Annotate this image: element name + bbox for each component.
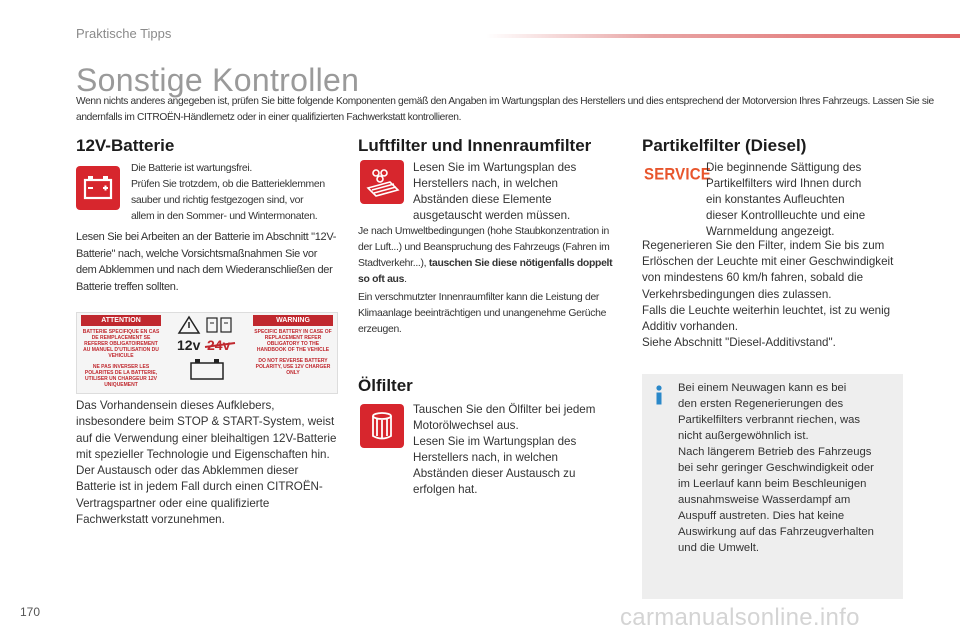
info-line-6: bei sehr geringer Geschwindigkeit oder [678, 462, 874, 474]
section-label: Praktische Tipps [76, 26, 172, 41]
info-line-10: Auswirkung auf das Fahrzeugverhalten [678, 526, 874, 538]
sticker-12v: 12v [177, 337, 201, 353]
info-line-11: und die Umwelt. [678, 542, 759, 554]
sticker-24v: 24v [207, 337, 231, 353]
oil-line-1: Tauschen Sie den Ölfilter bei jedem [413, 403, 596, 416]
sticker-warning-icon [177, 315, 237, 391]
sticker-left-text: BATTERIE SPECIFIQUE EN CAS DE REMPLACEMENT SE REFERER OBLIGATOIREMENT AU MANUEL D'UTILISATION DU VEHICULE [82, 329, 160, 359]
oil-line-3: Lesen Sie im Wartungsplan des [413, 435, 577, 448]
filter-line-2: Herstellers nach, in welchen [413, 177, 558, 190]
info-line-9: Auspuff austreten. Dies hat keine [678, 510, 845, 522]
filter-line-1: Lesen Sie im Wartungsplan des [413, 161, 577, 174]
info-line-1: Bei einem Neuwagen kann es bei [678, 382, 847, 394]
service-warning-icon: SERVICE [644, 165, 711, 184]
particle-line-1: Die beginnende Sättigung des [706, 161, 862, 174]
particle-line-3: ein konstantes Aufleuchten [706, 193, 845, 206]
air-filter-icon [360, 160, 404, 204]
filter-paragraph-1: Je nach Umweltbedingungen (hohe Staubkonzentration in der Luft...) und Beanspruchung des Fahrzeugs (Fahren im Stadtverkehr...), tauschen Sie diese nötigenfalls doppelt so oft aus. [358, 226, 613, 285]
particle-filter-heading: Partikelfilter (Diesel) [642, 136, 807, 155]
info-line-8: ausnahmsweise Wasserdampf am [678, 494, 851, 506]
filter-paragraph-2: Ein verschmutzter Innenraumfilter kann die Leistung der Klimaanlage beeinträchtigen und unangenehme Gerüche erzeugen. [358, 292, 607, 335]
info-line-5: Nach längerem Betrieb des Fahrzeugs [678, 446, 872, 458]
oil-line-4: Herstellers nach, in welchen [413, 451, 558, 464]
info-line-4: nicht außergewöhnlich ist. [678, 430, 809, 442]
battery-icon [76, 166, 120, 210]
particle-paragraphs [642, 238, 904, 351]
battery-line-2: Prüfen Sie trotzdem, ob die Batterieklemmen [131, 179, 325, 190]
particle-paragraph-1: Regenerieren Sie den Filter, indem Sie bis zum Erlöschen der Leuchte mit einer Geschwindigkeit von mindestens 60 km/h fahren, sobald die Verkehrsbedingungen dies zulassen. [642, 239, 894, 301]
battery-warning-sticker [76, 312, 338, 394]
info-line-3: Partikelfilters verbrannt riechen, was [678, 414, 861, 426]
sticker-attention-header: ATTENTION [81, 315, 161, 326]
battery-line-4: allem in den Sommer- und Wintermonaten. [131, 211, 318, 222]
battery-paragraph-1: Lesen Sie bei Arbeiten an der Batterie im Abschnitt "12V-Batterie" nach, welche Vorsichtsmaßnahmen Sie vor dem Abklemmen und nach dem Wiederanschließen der Batterie treffen sollten. [76, 231, 337, 293]
sticker-right-text: SPECIFIC BATTERY IN CASE OF REPLACEMENT REFER OBLIGATORY TO THE HANDBOOK OF THE VEHICLE [254, 329, 332, 353]
oil-line-6: erfolgen hat. [413, 483, 478, 496]
battery-paragraph-2: Das Vorhandensein dieses Aufklebers, insbesondere beim STOP & START-System, weist auf die Verwendung einer bleihaltigen 12V-Batterie mit spezieller Technologie und Eigenschaften hin. Der Austausch oder das Abklemmen dieser Batterie ist in jedem Fall durch einen CITROËN-Vertragspartner oder eine qualifizierte Fachwerkstatt vorzunehmen. [76, 399, 337, 527]
info-icon [652, 384, 666, 411]
sticker-left-text-2: NE PAS INVERSER LES POLARITES DE LA BATTERIE, UTILISER UN CHARGEUR 12V UNIQUEMENT [84, 364, 158, 388]
battery-heading: 12V-Batterie [76, 136, 175, 155]
info-box [642, 374, 903, 599]
sticker-symbols [177, 315, 237, 391]
filter-emphasis: tauschen Sie diese nötigenfalls doppelt so oft aus [358, 258, 613, 285]
info-line-7: im Leerlauf kann beim Beschleunigen [678, 478, 867, 490]
page-number: 170 [20, 605, 41, 619]
info-line-2: den ersten Regenerierungen des [678, 398, 844, 410]
oil-line-5: Abständen dieser Austausch zu [413, 467, 576, 480]
particle-paragraph-3: Siehe Abschnitt "Diesel-Additivstand". [642, 336, 836, 350]
filter-line-4: ausgetauscht werden müssen. [413, 209, 571, 222]
header-divider [486, 34, 960, 38]
filter-line-3: Abständen diese Elemente [413, 193, 552, 206]
particle-line-4: dieser Kontrollleuchte und eine [706, 209, 866, 222]
particle-line-5: Warnmeldung angezeigt. [706, 225, 835, 238]
oil-line-2: Motorölwechsel aus. [413, 419, 519, 432]
particle-paragraph-2: Falls die Leuchte weiterhin leuchtet, ist zu wenig Additiv vorhanden. [642, 303, 891, 334]
particle-line-2: Partikelfilters wird Ihnen durch [706, 177, 862, 190]
intro-text: Wenn nichts anderes angegeben ist, prüfen Sie bitte folgende Komponenten gemäß den Angaben im Wartungsplan des Herstellers und dies entsprechend der Motorversion Ihres Fahrzeugs. Lassen Sie sie andernfalls im CITROËN-Händlernetz oder in einer qualifizierten Fachwerkstatt kontrollieren. [76, 96, 934, 123]
battery-line-3: sauber und richtig festgezogen sind, vor [131, 195, 304, 206]
sticker-right-text-2: DO NOT REVERSE BATTERY POLARITY, USE 12V CHARGER ONLY [255, 358, 331, 376]
page-title: Sonstige Kontrollen [76, 62, 360, 98]
battery-line-1: Die Batterie ist wartungsfrei. [131, 163, 252, 174]
oil-filter-icon [360, 404, 404, 448]
oil-filter-heading: Ölfilter [358, 376, 413, 395]
sticker-warning-header: WARNING [253, 315, 333, 326]
filter-heading: Luftfilter und Innenraumfilter [358, 136, 592, 155]
watermark: carmanualsonline.info [620, 604, 860, 631]
